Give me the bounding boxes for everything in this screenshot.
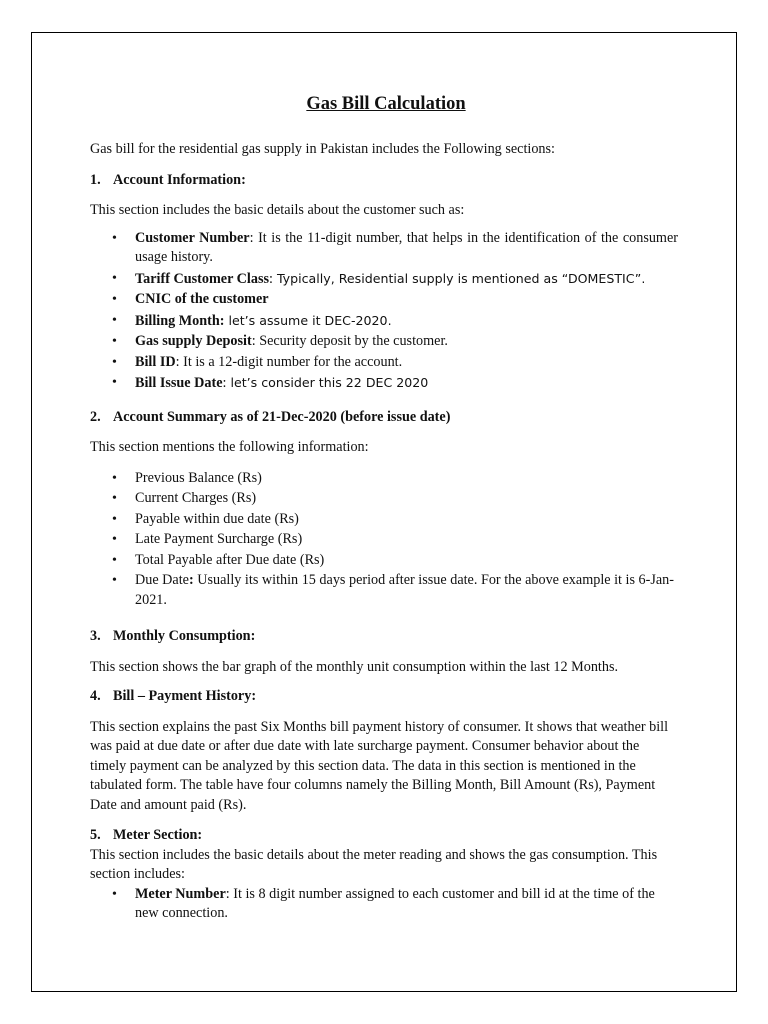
page-title: Gas Bill Calculation [306,94,466,114]
section-1-lead: This section includes the basic details about the customer such as: [90,202,465,218]
list-item: • CNIC of the customer [90,290,678,310]
section-number: 3. [90,628,101,644]
section-title: Account Summary as of 21-Dec-2020 (before issue date) [113,408,451,425]
section-1-heading [90,171,678,191]
list-item: • Billing Month: let’s assume it DEC-2020. [90,311,678,332]
account-info-list [90,229,678,394]
list-item: • Bill Issue Date: let’s consider this 22 DEC 2020 [90,373,678,394]
section-number: 2. [90,408,101,425]
account-summary-list [90,469,678,611]
list-item: • Tariff Customer Class: Typically, Residential supply is mentioned as “DOMESTIC”. [90,269,678,290]
section-5-heading [90,826,678,846]
document-body [90,90,678,925]
section-title: Account Information: [113,171,246,188]
section-2-lead: This section mentions the following information: [90,439,369,455]
section-3-body: This section shows the bar graph of the monthly unit consumption within the last 12 Months. [90,658,619,675]
section-number: 5. [90,827,101,843]
list-item: • Total Payable after Due date (Rs) [90,551,678,571]
section-title: Meter Section: [113,827,203,843]
section-5-body: This section includes the basic details about the meter reading and shows the gas consumption. This section includes: [90,846,658,882]
list-item: • Current Charges (Rs) [90,489,678,509]
section-4-heading [90,687,678,707]
section-2-heading [90,408,678,428]
list-item: • Bill ID: It is a 12-digit number for the account. [90,353,678,373]
list-item: • Gas supply Deposit: Security deposit by the customer. [90,332,678,352]
section-number: 1. [90,171,101,188]
section-number: 4. [90,688,101,704]
list-item: • Due Date: Usually its within 15 days period after issue date. For the above example it is 6-Jan-2021. [90,571,678,610]
list-item: • Late Payment Surcharge (Rs) [90,530,678,550]
list-item: • Customer Number: It is the 11-digit number, that helps in the identification of the consumer usage history. [90,229,678,268]
section-3-heading [90,627,678,647]
section-title: Bill – Payment History: [113,688,257,704]
list-item: • Payable within due date (Rs) [90,510,678,530]
intro-paragraph: Gas bill for the residential gas supply in Pakistan includes the Following sections: [90,141,555,157]
list-item: • Previous Balance (Rs) [90,469,678,489]
section-title: Monthly Consumption: [113,628,256,644]
list-item: • Meter Number: It is 8 digit number assigned to each customer and bill id at the time of the new connection. [90,885,678,924]
section-4-body: This section explains the past Six Months bill payment history of consumer. It shows that weather bill was paid at due date or after due date with late surcharge payment. Consumer behavior about the timely payment can be analyzed by this section data. The data in this section is mentioned in the tabulated form. The table have four columns namely the Billing Month, Bill Amount (Rs), Payment Date and amount paid (Rs). [90,718,669,813]
meter-list [90,885,678,924]
